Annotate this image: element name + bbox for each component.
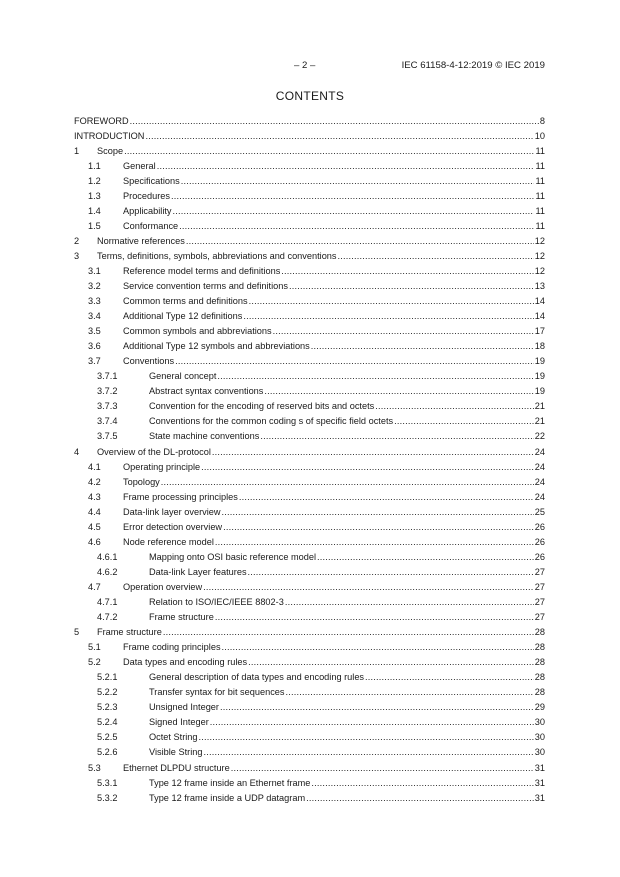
toc-entry[interactable] — [74, 234, 545, 249]
toc-entry-title: Octet String — [149, 732, 198, 743]
toc-entry-title: Conformance — [123, 220, 179, 231]
dot-leader — [281, 264, 533, 279]
toc-entry[interactable] — [74, 565, 545, 580]
toc-entry[interactable] — [74, 354, 545, 369]
toc-entry-page: 28 — [534, 687, 545, 698]
toc-entry-page: 11 — [535, 205, 545, 216]
toc-entry[interactable] — [74, 144, 545, 159]
dot-leader — [311, 339, 534, 354]
toc-entry[interactable] — [74, 520, 545, 535]
toc-entry-page: 25 — [534, 506, 545, 517]
toc-entry-title: Normative references — [97, 235, 185, 246]
toc-entry-number: 3 — [74, 250, 80, 261]
toc-entry[interactable] — [74, 655, 545, 670]
toc-entry-number: 4.5 — [88, 521, 101, 532]
toc-entry-number: 1.2 — [88, 175, 101, 186]
toc-entry-number: 1 — [74, 145, 80, 156]
dot-leader — [239, 490, 534, 505]
toc-entry-page: 11 — [535, 175, 545, 186]
toc-entry-page: 26 — [534, 521, 545, 532]
toc-entry[interactable] — [74, 384, 545, 399]
toc-entry-page: 24 — [534, 446, 545, 457]
page-number: – 2 – — [294, 60, 316, 71]
dot-leader — [157, 159, 535, 174]
toc-entry[interactable] — [74, 279, 545, 294]
dot-leader — [161, 475, 534, 490]
dot-leader — [243, 309, 533, 324]
toc-entry-page: 31 — [534, 762, 545, 773]
toc-entry[interactable] — [74, 445, 545, 460]
toc-entry-page: 24 — [534, 491, 545, 502]
toc-entry-number: 3.7.5 — [97, 431, 118, 442]
table-of-contents — [74, 114, 545, 806]
dot-leader — [210, 715, 534, 730]
toc-entry-number: 5.2.6 — [97, 747, 118, 758]
toc-entry[interactable] — [74, 505, 545, 520]
dot-leader — [171, 189, 534, 204]
toc-entry[interactable] — [74, 399, 545, 414]
toc-entry[interactable] — [74, 159, 545, 174]
toc-entry-title: Reference model terms and definitions — [123, 265, 281, 276]
toc-entry-page: 11 — [535, 160, 545, 171]
toc-entry[interactable] — [74, 219, 545, 234]
toc-entry-page: 27 — [534, 597, 545, 607]
toc-entry-title: Type 12 frame inside a UDP datagram — [149, 792, 306, 803]
toc-entry-number: 4.1 — [88, 461, 101, 472]
dot-leader — [215, 535, 534, 550]
toc-entry-number: 5.2.1 — [97, 672, 118, 683]
toc-entry[interactable] — [74, 309, 545, 324]
toc-entry-number: 3.5 — [88, 326, 101, 337]
toc-entry-page: 19 — [534, 356, 545, 367]
toc-entry-number: 1.3 — [88, 190, 101, 201]
toc-entry-number: 3.6 — [88, 341, 101, 352]
toc-entry-number: 5.2 — [88, 657, 101, 668]
dot-leader — [365, 670, 534, 685]
toc-entry-number: 5.2.5 — [97, 732, 118, 743]
dot-leader — [317, 550, 534, 565]
toc-entry-number: 5.3.1 — [97, 777, 118, 788]
toc-entry-page: 28 — [534, 642, 545, 653]
toc-entry-title: Frame structure — [149, 612, 214, 623]
toc-entry-number: 2 — [74, 235, 80, 246]
dot-leader — [203, 745, 533, 760]
toc-entry-number: 3.7.4 — [97, 416, 118, 427]
dot-leader — [273, 324, 534, 339]
toc-entry-page: 12 — [534, 235, 545, 246]
toc-entry-page: 30 — [534, 732, 545, 743]
toc-entry-number: 5 — [74, 627, 80, 638]
toc-entry-title: Additional Type 12 symbols and abbreviations — [123, 341, 310, 352]
toc-entry-title: Relation to ISO/IEC/IEEE 8802-3 — [149, 597, 284, 607]
dot-leader — [201, 460, 534, 475]
toc-entry-title: Operating principle — [123, 461, 201, 472]
page-header — [0, 60, 620, 74]
dot-leader — [181, 174, 535, 189]
toc-entry-page: 21 — [534, 416, 545, 427]
toc-entry[interactable] — [74, 670, 545, 685]
toc-entry-number: 4 — [74, 446, 80, 457]
toc-entry-title: Operation overview — [123, 581, 203, 592]
dot-leader — [212, 445, 534, 460]
toc-entry[interactable] — [74, 114, 545, 129]
toc-entry-number: 5.2.3 — [97, 702, 118, 713]
toc-entry[interactable] — [74, 249, 545, 264]
toc-entry[interactable] — [74, 324, 545, 339]
toc-entry-page: 19 — [534, 386, 545, 397]
toc-entry-page: 31 — [534, 792, 545, 803]
dot-leader — [215, 610, 534, 625]
toc-entry-title: Frame processing principles — [123, 491, 238, 502]
toc-entry-number: 3.3 — [88, 296, 101, 307]
dot-leader — [186, 234, 534, 249]
toc-entry[interactable] — [74, 610, 545, 625]
toc-entry-page: 14 — [534, 296, 545, 307]
toc-entry[interactable] — [74, 580, 545, 595]
toc-entry-title: Scope — [97, 145, 124, 156]
toc-entry-title: Signed Integer — [149, 717, 209, 728]
toc-entry-title: Convention for the encoding of reserved bits and octets — [149, 401, 375, 412]
toc-entry[interactable] — [74, 414, 545, 429]
toc-entry-page: 17 — [534, 326, 545, 337]
toc-entry-number: 4.6.1 — [97, 551, 118, 562]
toc-entry-number: 3.7.3 — [97, 401, 118, 412]
toc-entry-number: 1.4 — [88, 205, 101, 216]
toc-entry-page: 30 — [534, 717, 545, 728]
dot-leader — [394, 414, 534, 429]
toc-entry[interactable] — [74, 730, 545, 745]
dot-leader — [311, 776, 533, 791]
toc-entry-page: 19 — [534, 371, 545, 382]
toc-entry-title: FOREWORD — [74, 115, 129, 126]
toc-entry-page: 12 — [534, 265, 545, 276]
toc-entry-title: Transfer syntax for bit sequences — [149, 687, 285, 698]
toc-entry-number: 4.7.1 — [97, 597, 118, 607]
dot-leader — [173, 204, 535, 219]
toc-entry-page: 24 — [534, 476, 545, 487]
toc-entry-number: 3.7.1 — [97, 371, 118, 382]
toc-entry-page: 30 — [534, 747, 545, 758]
toc-entry-title: General — [123, 160, 156, 171]
toc-entry[interactable] — [74, 640, 545, 655]
toc-entry-title: General description of data types and encoding rules — [149, 672, 365, 683]
toc-entry-page: 28 — [534, 627, 545, 638]
toc-entry[interactable] — [74, 490, 545, 505]
toc-entry-number: 5.3 — [88, 762, 101, 773]
dot-leader — [223, 520, 534, 535]
toc-entry-page: 28 — [534, 657, 545, 668]
toc-entry-title: Data types and encoding rules — [123, 657, 248, 668]
dot-leader — [124, 144, 534, 159]
toc-entry-number: 4.6.2 — [97, 566, 118, 577]
toc-entry-number: 3.7 — [88, 356, 101, 367]
toc-entry-number: 5.3.2 — [97, 792, 118, 803]
dot-leader — [220, 700, 534, 715]
toc-entry-title: Frame coding principles — [123, 642, 221, 653]
toc-entry-title: Unsigned Integer — [149, 702, 219, 713]
toc-entry-title: Conventions — [123, 356, 175, 367]
toc-entry-number: 1.5 — [88, 220, 101, 231]
toc-entry-number: 3.4 — [88, 311, 101, 322]
dot-leader — [289, 279, 534, 294]
dot-leader — [338, 249, 534, 264]
dot-leader — [260, 429, 533, 444]
dot-leader — [145, 129, 533, 144]
toc-entry-number: 4.3 — [88, 491, 101, 502]
toc-entry[interactable] — [74, 550, 545, 565]
page-title: CONTENTS — [275, 89, 345, 103]
toc-entry[interactable] — [74, 761, 545, 776]
toc-entry-number: 3.1 — [88, 265, 101, 276]
toc-entry[interactable] — [74, 129, 545, 144]
toc-entry[interactable] — [74, 776, 545, 791]
toc-entry-page: 21 — [534, 401, 545, 412]
dot-leader — [130, 114, 539, 129]
toc-entry-page: 24 — [534, 461, 545, 472]
toc-entry-title: Specifications — [123, 175, 180, 186]
toc-entry-title: Additional Type 12 definitions — [123, 311, 243, 322]
toc-entry-page: 11 — [535, 190, 545, 201]
toc-entry[interactable] — [74, 535, 545, 550]
toc-entry-page: 13 — [534, 281, 545, 292]
toc-entry-page: 14 — [534, 311, 545, 322]
toc-entry-number: 4.4 — [88, 506, 101, 517]
toc-entry-title: Topology — [123, 476, 160, 487]
toc-entry-page: 18 — [534, 341, 545, 352]
toc-entry[interactable] — [74, 715, 545, 730]
toc-entry-page: 27 — [534, 566, 545, 577]
dot-leader — [203, 580, 534, 595]
toc-entry-title: Type 12 frame inside an Ethernet frame — [149, 777, 311, 788]
toc-entry[interactable] — [74, 475, 545, 490]
toc-entry[interactable] — [74, 429, 545, 444]
toc-entry-number: 3.7.2 — [97, 386, 118, 397]
toc-entry[interactable] — [74, 460, 545, 475]
dot-leader — [175, 354, 534, 369]
toc-entry-number: 4.7 — [88, 581, 101, 592]
toc-entry-title: Overview of the DL-protocol — [97, 446, 211, 457]
toc-entry-number: 5.2.2 — [97, 687, 118, 698]
toc-entry-title: General concept — [149, 371, 217, 382]
toc-entry[interactable] — [74, 339, 545, 354]
dot-leader — [286, 685, 534, 700]
dot-leader — [179, 219, 534, 234]
toc-entry-title: Frame structure — [97, 627, 162, 638]
toc-entry-number: 4.6 — [88, 536, 101, 547]
toc-entry[interactable] — [74, 204, 545, 219]
toc-entry-page: 26 — [534, 536, 545, 547]
toc-entry-title: Procedures — [123, 190, 170, 201]
toc-entry[interactable] — [74, 189, 545, 204]
toc-entry-page: 8 — [539, 115, 545, 126]
dot-leader — [285, 595, 534, 610]
dot-leader — [222, 640, 534, 655]
toc-entry-number: 1.1 — [88, 160, 101, 171]
toc-entry-title: Applicability — [123, 205, 172, 216]
toc-entry-title: Mapping onto OSI basic reference model — [149, 551, 316, 562]
toc-entry-page: 31 — [534, 777, 545, 788]
standard-reference: IEC 61158-4-12:2019 © IEC 2019 — [401, 60, 545, 71]
toc-entry-page: 12 — [534, 250, 545, 261]
toc-entry-page: 26 — [534, 551, 545, 562]
toc-entry-number: 4.7.2 — [97, 612, 118, 623]
toc-entry-title: Data-link Layer features — [149, 566, 247, 577]
toc-entry-title: Visible String — [149, 747, 203, 758]
dot-leader — [264, 384, 533, 399]
toc-entry[interactable] — [74, 174, 545, 189]
dot-leader — [199, 730, 534, 745]
toc-entry-title: Common terms and definitions — [123, 296, 248, 307]
dot-leader — [306, 791, 534, 806]
toc-entry-page: 10 — [534, 130, 545, 141]
toc-entry-title: Ethernet DLPDU structure — [123, 762, 230, 773]
toc-entry-number: 4.2 — [88, 476, 101, 487]
dot-leader — [249, 294, 534, 309]
toc-entry-number: 5.2.4 — [97, 717, 118, 728]
dot-leader — [248, 655, 534, 670]
toc-entry[interactable] — [74, 369, 545, 384]
toc-entry[interactable] — [74, 294, 545, 309]
toc-entry-number: 5.1 — [88, 642, 101, 653]
toc-entry-title: Common symbols and abbreviations — [123, 326, 272, 337]
toc-entry-title: Conventions for the common coding s of specific field octets — [149, 416, 394, 427]
toc-entry-title: State machine conventions — [149, 431, 260, 442]
dot-leader — [375, 399, 534, 414]
toc-entry-page: 11 — [535, 220, 545, 231]
toc-entry-title: Node reference model — [123, 536, 214, 547]
dot-leader — [248, 565, 534, 580]
toc-entry-title: Service convention terms and definitions — [123, 281, 288, 292]
toc-entry-title: Abstract syntax conventions — [149, 386, 264, 397]
toc-entry[interactable] — [74, 700, 545, 715]
toc-entry-page: 22 — [534, 431, 545, 442]
toc-entry-page: 11 — [535, 145, 545, 156]
dot-leader — [217, 369, 533, 384]
toc-entry-page: 27 — [534, 612, 545, 623]
dot-leader — [163, 625, 534, 640]
dot-leader — [222, 505, 534, 520]
toc-entry-title: Error detection overview — [123, 521, 223, 532]
toc-entry-page: 27 — [534, 581, 545, 592]
toc-entry[interactable] — [74, 745, 545, 760]
toc-entry[interactable] — [74, 685, 545, 700]
toc-entry[interactable] — [74, 791, 545, 806]
dot-leader — [231, 761, 534, 776]
toc-entry[interactable] — [74, 595, 545, 610]
toc-entry-page: 29 — [534, 702, 545, 713]
toc-entry-title: INTRODUCTION — [74, 130, 145, 141]
toc-entry-title: Data-link layer overview — [123, 506, 221, 517]
toc-entry[interactable] — [74, 264, 545, 279]
toc-entry[interactable] — [74, 625, 545, 640]
toc-entry-title: Terms, definitions, symbols, abbreviations and conventions — [97, 250, 337, 261]
toc-entry-number: 3.2 — [88, 281, 101, 292]
toc-entry-page: 28 — [534, 672, 545, 683]
